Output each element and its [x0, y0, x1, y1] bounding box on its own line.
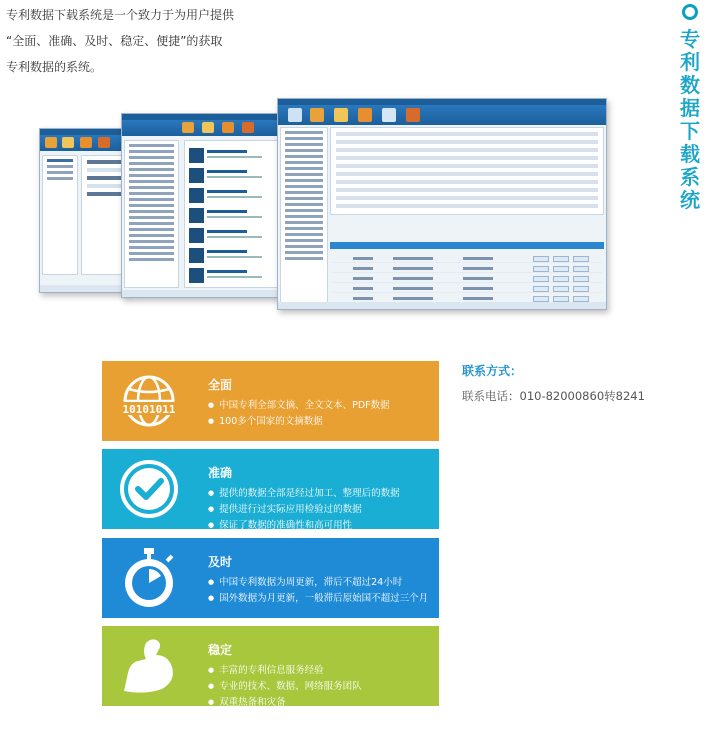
- vertical-title-char: 下: [680, 119, 700, 143]
- vertical-title-char: 统: [680, 188, 700, 212]
- feature-bullet: ● 专业的技术、数据、网络服务团队: [208, 679, 362, 695]
- feature-bullet: ● 100多个国家的文摘数据: [208, 414, 390, 430]
- vertical-title-char: 专: [680, 27, 700, 51]
- feature-bullets: [208, 486, 400, 534]
- feature-bullet: ● 丰富的专利信息服务经验: [208, 663, 362, 679]
- feature-title: 及时: [208, 555, 233, 569]
- checkmark-circle-icon: [116, 456, 182, 522]
- app-screenshot-1: [39, 128, 131, 293]
- circle-bullet-icon: [682, 4, 698, 20]
- feature-panel-stable: [102, 626, 439, 706]
- feature-bullets: [208, 663, 362, 711]
- feature-panel-comprehensive: [102, 361, 439, 441]
- feature-title: 稳定: [208, 643, 233, 657]
- feature-bullet: ● 中国专利数据为周更新，滞后不超过24小时: [208, 575, 428, 591]
- app-screenshot-3: [277, 98, 607, 310]
- vertical-title-char: 数: [680, 73, 700, 97]
- stopwatch-icon: [116, 545, 182, 611]
- feature-bullets: [208, 398, 390, 430]
- intro-text: [6, 2, 234, 80]
- vertical-title-char: 据: [680, 96, 700, 120]
- app-screenshot-2: [121, 113, 284, 298]
- feature-panel-accurate: [102, 449, 439, 529]
- feature-bullet: ● 国外数据为月更新，一般滞后原始国不超过三个月: [208, 591, 428, 607]
- feature-bullet: ● 提供进行过实际应用检验过的数据: [208, 502, 400, 518]
- contact-title: 联系方式：: [462, 364, 523, 378]
- contact-phone: 联系电话：010-82000860转8241: [462, 389, 645, 403]
- globe-binary-icon: [116, 368, 182, 434]
- intro-line-2: “全面、准确、及时、稳定、便捷”的获取: [6, 34, 223, 48]
- vertical-title: [676, 4, 704, 212]
- svg-text:10101011: 10101011: [122, 403, 176, 416]
- intro-line-1: 专利数据下载系统是一个致力于为用户提供: [6, 8, 235, 22]
- intro-line-3: 专利数据的系统。: [6, 60, 103, 74]
- feature-bullet: ● 保证了数据的准确性和高可用性: [208, 518, 400, 534]
- vertical-title-char: 载: [680, 142, 700, 166]
- feature-title: 准确: [208, 466, 233, 480]
- vertical-title-char: 系: [680, 165, 700, 189]
- feature-bullets: [208, 575, 428, 607]
- strong-arm-icon: [116, 633, 182, 699]
- vertical-title-char: 利: [680, 50, 700, 74]
- feature-panel-timely: [102, 538, 439, 618]
- feature-bullet: ● 双重热备和灾备: [208, 695, 362, 711]
- feature-bullet: ● 中国专利全部文摘、全文文本、PDF数据: [208, 398, 390, 414]
- feature-bullet: ● 提供的数据全部是经过加工、整理后的数据: [208, 486, 400, 502]
- feature-title: 全面: [208, 378, 233, 392]
